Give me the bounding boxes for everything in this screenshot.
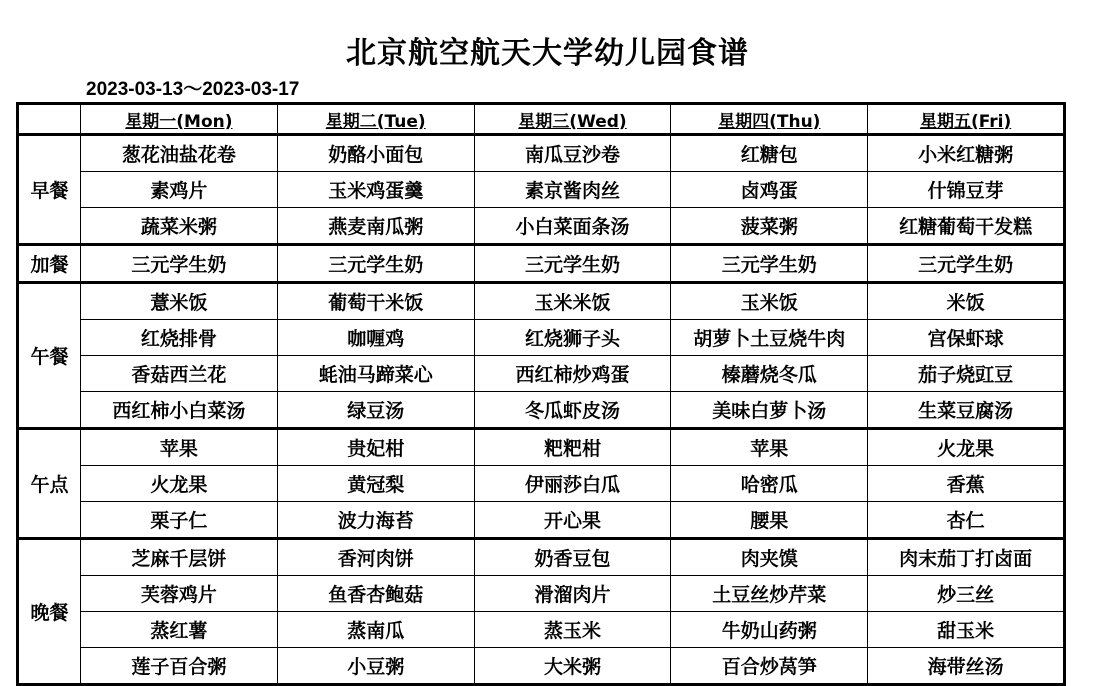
dish-cell: 甜玉米 xyxy=(868,612,1065,648)
meal-row xyxy=(18,245,1065,283)
dish-cell: 芝麻千层饼 xyxy=(81,539,278,576)
dish-cell: 玉米鸡蛋羹 xyxy=(277,172,474,208)
dish-cell: 肉夹馍 xyxy=(671,539,868,576)
dish-cell: 红糖包 xyxy=(671,135,868,172)
dish-cell: 燕麦南瓜粥 xyxy=(277,208,474,245)
dish-cell: 小豆粥 xyxy=(277,648,474,685)
dish-cell: 大米粥 xyxy=(474,648,671,685)
dish-cell: 胡萝卜土豆烧牛肉 xyxy=(671,320,868,356)
dish-cell: 玉米米饭 xyxy=(474,283,671,320)
meal-row xyxy=(18,502,1065,539)
dish-cell: 三元学生奶 xyxy=(277,245,474,283)
dish-cell: 蒸红薯 xyxy=(81,612,278,648)
dish-cell: 牛奶山药粥 xyxy=(671,612,868,648)
meal-label: 加餐 xyxy=(18,245,81,283)
day-header: 星期一(Mon) xyxy=(81,104,278,135)
dish-cell: 红烧排骨 xyxy=(81,320,278,356)
dish-cell: 米饭 xyxy=(868,283,1065,320)
dish-cell: 菠菜粥 xyxy=(671,208,868,245)
dish-cell: 什锦豆芽 xyxy=(868,172,1065,208)
dish-cell: 三元学生奶 xyxy=(81,245,278,283)
day-header: 星期三(Wed) xyxy=(474,104,671,135)
dish-cell: 肉末茄丁打卤面 xyxy=(868,539,1065,576)
meal-row xyxy=(18,172,1065,208)
dish-cell: 腰果 xyxy=(671,502,868,539)
menu-body xyxy=(18,135,1065,685)
date-range: 2023-03-13～2023-03-17 xyxy=(86,79,300,100)
meal-row xyxy=(18,648,1065,685)
dish-cell: 栗子仁 xyxy=(81,502,278,539)
dish-cell: 西红柿小白菜汤 xyxy=(81,392,278,429)
meal-label: 午点 xyxy=(18,429,81,539)
dish-cell: 粑粑柑 xyxy=(474,429,671,466)
dish-cell: 葱花油盐花卷 xyxy=(81,135,278,172)
dish-cell: 茄子烧豇豆 xyxy=(868,356,1065,392)
dish-cell: 冬瓜虾皮汤 xyxy=(474,392,671,429)
dish-cell: 绿豆汤 xyxy=(277,392,474,429)
meal-row xyxy=(18,356,1065,392)
dish-cell: 蒸玉米 xyxy=(474,612,671,648)
dish-cell: 蔬菜米粥 xyxy=(81,208,278,245)
dish-cell: 苹果 xyxy=(81,429,278,466)
dish-cell: 哈密瓜 xyxy=(671,466,868,502)
day-header: 星期五(Fri) xyxy=(868,104,1065,135)
page-title: 北京航空航天大学幼儿园食谱 xyxy=(346,36,749,71)
dish-cell: 三元学生奶 xyxy=(474,245,671,283)
dish-cell: 三元学生奶 xyxy=(671,245,868,283)
meal-row xyxy=(18,208,1065,245)
dish-cell: 海带丝汤 xyxy=(868,648,1065,685)
menu-table xyxy=(16,102,1066,686)
dish-cell: 红糖葡萄干发糕 xyxy=(868,208,1065,245)
dish-cell: 葡萄干米饭 xyxy=(277,283,474,320)
meal-row xyxy=(18,320,1065,356)
dish-cell: 素鸡片 xyxy=(81,172,278,208)
dish-cell: 咖喱鸡 xyxy=(277,320,474,356)
day-header: 星期四(Thu) xyxy=(671,104,868,135)
dish-cell: 香河肉饼 xyxy=(277,539,474,576)
dish-cell: 开心果 xyxy=(474,502,671,539)
dish-cell: 奶酪小面包 xyxy=(277,135,474,172)
dish-cell: 火龙果 xyxy=(868,429,1065,466)
dish-cell: 生菜豆腐汤 xyxy=(868,392,1065,429)
meal-row xyxy=(18,392,1065,429)
dish-cell: 红烧狮子头 xyxy=(474,320,671,356)
dish-cell: 小白菜面条汤 xyxy=(474,208,671,245)
dish-cell: 奶香豆包 xyxy=(474,539,671,576)
dish-cell: 榛蘑烧冬瓜 xyxy=(671,356,868,392)
meal-row xyxy=(18,576,1065,612)
meal-label: 晚餐 xyxy=(18,539,81,685)
meal-row xyxy=(18,466,1065,502)
dish-cell: 宫保虾球 xyxy=(868,320,1065,356)
dish-cell: 小米红糖粥 xyxy=(868,135,1065,172)
dish-cell: 波力海苔 xyxy=(277,502,474,539)
dish-cell: 贵妃柑 xyxy=(277,429,474,466)
header-row xyxy=(18,104,1065,135)
dish-cell: 炒三丝 xyxy=(868,576,1065,612)
meal-row xyxy=(18,612,1065,648)
dish-cell: 土豆丝炒芹菜 xyxy=(671,576,868,612)
dish-cell: 滑溜肉片 xyxy=(474,576,671,612)
dish-cell: 南瓜豆沙卷 xyxy=(474,135,671,172)
dish-cell: 三元学生奶 xyxy=(868,245,1065,283)
dish-cell: 素京酱肉丝 xyxy=(474,172,671,208)
dish-cell: 香菇西兰花 xyxy=(81,356,278,392)
dish-cell: 伊丽莎白瓜 xyxy=(474,466,671,502)
dish-cell: 蚝油马蹄菜心 xyxy=(277,356,474,392)
meal-row xyxy=(18,539,1065,576)
dish-cell: 黄冠梨 xyxy=(277,466,474,502)
dish-cell: 西红柿炒鸡蛋 xyxy=(474,356,671,392)
dish-cell: 美味白萝卜汤 xyxy=(671,392,868,429)
dish-cell: 百合炒莴笋 xyxy=(671,648,868,685)
dish-cell: 香蕉 xyxy=(868,466,1065,502)
meal-row xyxy=(18,135,1065,172)
dish-cell: 杏仁 xyxy=(868,502,1065,539)
dish-cell: 玉米饭 xyxy=(671,283,868,320)
meal-label: 午餐 xyxy=(18,283,81,429)
corner-cell xyxy=(18,104,81,135)
dish-cell: 莲子百合粥 xyxy=(81,648,278,685)
dish-cell: 薏米饭 xyxy=(81,283,278,320)
dish-cell: 蒸南瓜 xyxy=(277,612,474,648)
dish-cell: 火龙果 xyxy=(81,466,278,502)
dish-cell: 苹果 xyxy=(671,429,868,466)
meal-row xyxy=(18,283,1065,320)
meal-label: 早餐 xyxy=(18,135,81,245)
dish-cell: 卤鸡蛋 xyxy=(671,172,868,208)
dish-cell: 芙蓉鸡片 xyxy=(81,576,278,612)
day-header: 星期二(Tue) xyxy=(277,104,474,135)
dish-cell: 鱼香杏鲍菇 xyxy=(277,576,474,612)
meal-row xyxy=(18,429,1065,466)
